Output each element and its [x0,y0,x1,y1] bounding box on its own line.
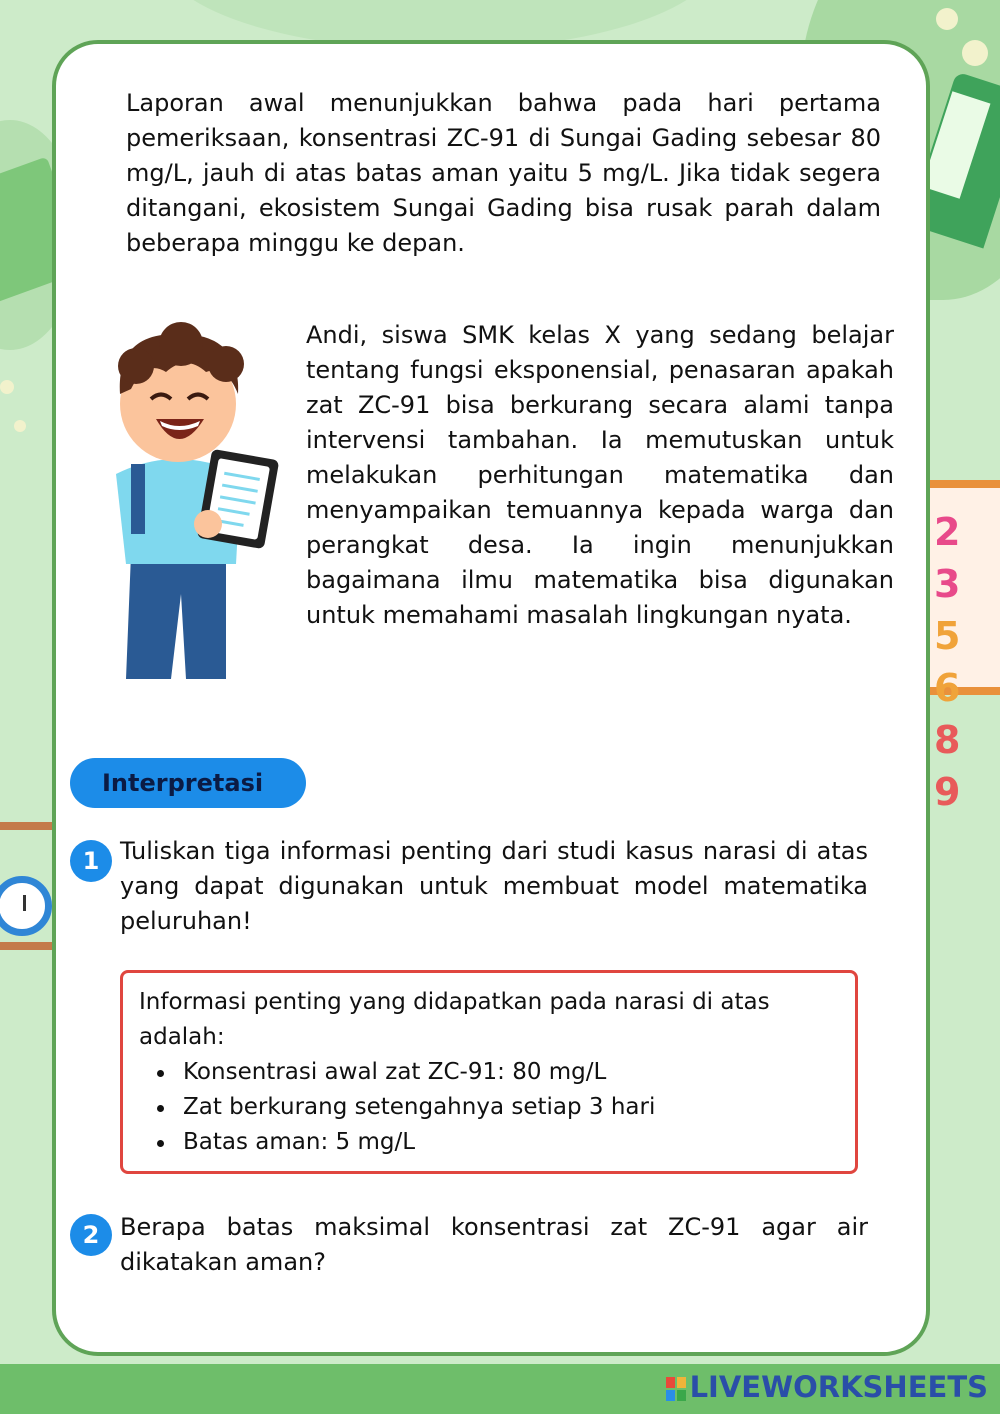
answer-box-1[interactable] [120,970,858,1174]
intro-paragraph: Laporan awal menunjukkan bahwa pada hari pertama pemeriksaan, konsentrasi ZC-91 di Sungai Gading sebesar 80 mg/L, jauh di atas batas aman yaitu 5 mg/L. Jika tidak segera ditangani, ekosistem Sungai Gading bisa rusak parah dalam beberapa minggu ke depan. [126,89,881,257]
story-paragraph: Andi, siswa SMK kelas X yang sedang belajar tentang fungsi eksponensial, penasaran apakah zat ZC-91 bisa berkurang secara alami tanpa intervensi tambahan. Ia memutuskan untuk melakukan perhitungan matematika dan menyampaikan temuannya kepada warga dan perangkat desa. Ia ingin menunjukkan bagaimana ilmu matematika bisa digunakan untuk memahami masalah lingkungan nyata. [306,321,894,629]
decor-dot [14,420,26,432]
brand-name: LIVEWORKSHEETS [689,1370,988,1404]
decor-dot [962,40,988,66]
section-label: Interpretasi [70,758,306,808]
worksheet-card [52,40,930,1356]
decor-dot [0,380,14,394]
liveworksheets-logo-icon [666,1377,686,1401]
question-number-badge: 2 [70,1214,112,1256]
number-board-row: 5 6 [934,614,967,710]
question-1-text: Tuliskan tiga informasi penting dari studi kasus narasi di atas yang dapat digunakan untuk membuat model matematika peluruhan! [120,837,868,935]
number-board-row: 8 9 [934,718,967,814]
question-number-badge: 1 [70,840,112,882]
brand-logo[interactable] [666,1370,988,1404]
answer-item: Konsentrasi awal zat ZC-91: 80 mg/L [139,1055,841,1090]
answer-heading: Informasi penting yang didapatkan pada narasi di atas adalah: [139,989,770,1050]
number-board-row: 2 3 [934,510,967,606]
footer-bar [0,1364,1000,1414]
decor-dot [936,8,958,30]
student-illustration [76,294,296,694]
answer-item: Zat berkurang setengahnya setiap 3 hari [139,1090,841,1125]
question-2-text: Berapa batas maksimal konsentrasi zat ZC-91 agar air dikatakan aman? [120,1213,868,1276]
answer-list [139,1055,841,1160]
answer-item: Batas aman: 5 mg/L [139,1125,841,1160]
number-board-decoration [930,480,1000,814]
